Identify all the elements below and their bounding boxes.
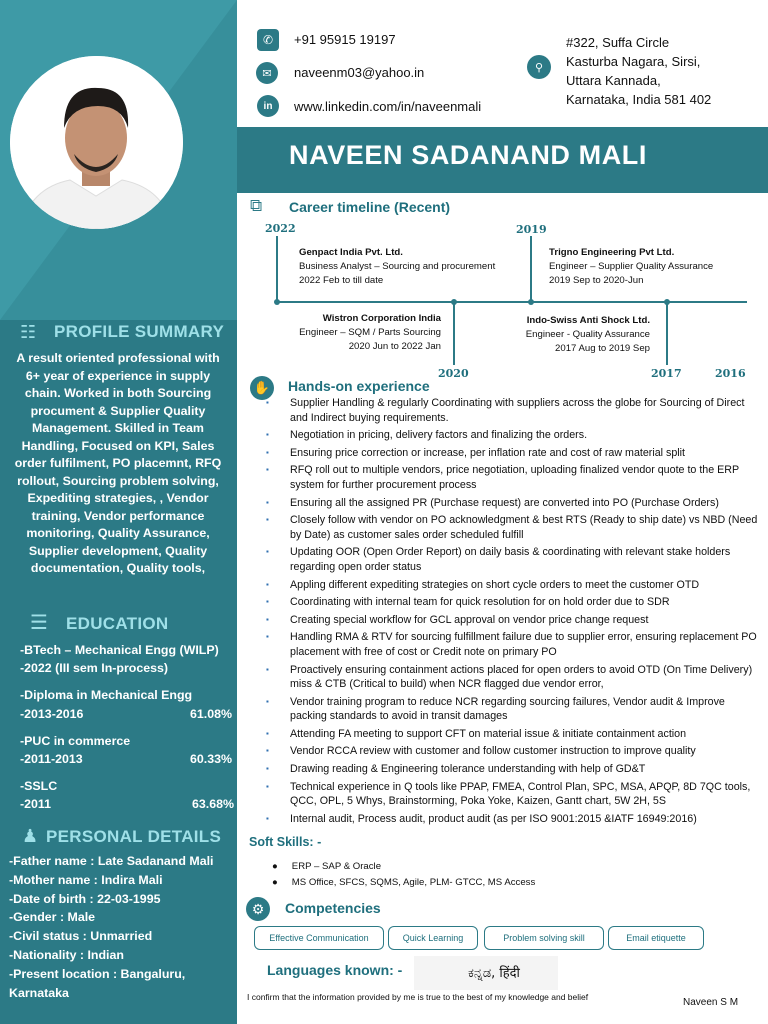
- list-item: ▪ Attending FA meeting to support CFT on material issue & initiate containment action: [262, 727, 762, 742]
- personal-line: -Date of birth : 22-03-1995: [9, 891, 161, 906]
- list-item: ▪ Vendor RCCA review with customer and follow customer instruction to improve quality: [262, 744, 762, 759]
- address-line: Uttara Kannada,: [566, 73, 661, 88]
- list-item: ▪ Appling different expediting strategies on short cycle orders to meet the customer OTD: [262, 578, 762, 593]
- list-item: ▪ Internal audit, Process audit, product audit (as per ISO 9001:2015 &IATF 16949:2016): [262, 812, 762, 827]
- declaration-text: I confirm that the information provided by me is true to the best of my knowledge and belief: [247, 992, 589, 1002]
- soft-skill-item: [272, 859, 535, 875]
- competency-pill: Email etiquette: [608, 926, 704, 950]
- competency-pill: Problem solving skill: [484, 926, 604, 950]
- job-company: Wistron Corporation India: [322, 313, 441, 324]
- handshake-icon: ✋: [250, 376, 274, 400]
- signature: Naveen S M: [683, 997, 739, 1008]
- education-line: -SSLC: [20, 779, 58, 793]
- job-company: Trigno Engineering Pvt Ltd.: [549, 247, 675, 258]
- list-item: ▪ Handling RMA & RTV for sourcing fulfillment failure due to supplier error, ensuring replacement PO placement with free of cost or Credit note on primary PO: [262, 630, 762, 659]
- stairs-icon: ⧉: [250, 196, 263, 215]
- personal-details-title: PERSONAL DETAILS: [46, 827, 222, 846]
- job-role: Engineer – Supplier Quality Assurance: [549, 261, 714, 272]
- timeline-job-genpact: [299, 246, 495, 288]
- soft-skill-item: [272, 875, 535, 891]
- email-address: naveenm03@yahoo.in: [294, 65, 425, 80]
- competency-pill: Effective Communication: [254, 926, 384, 950]
- timeline-year: 2019: [516, 223, 547, 236]
- location-icon: ⚲: [527, 55, 551, 79]
- address-line: #322, Suffa Circle: [566, 35, 670, 50]
- competencies-title: Competencies: [285, 900, 381, 916]
- personal-line: -Present location : Bangaluru,: [9, 966, 186, 981]
- phone-number: +91 95915 19197: [294, 32, 396, 47]
- education-line: -2011: [20, 797, 52, 811]
- education-line: -Diploma in Mechanical Engg: [20, 688, 193, 702]
- education-title: EDUCATION: [66, 614, 169, 633]
- linkedin-icon: in: [257, 95, 279, 117]
- bullet-dot: ●: [272, 861, 278, 872]
- job-role: Engineer – SQM / Parts Sourcing: [299, 327, 441, 338]
- timeline-graphic: [237, 215, 768, 385]
- list-item: ▪ RFQ roll out to multiple vendors, price negotiation, uploading finalized vendor quote to the ERP system for further procurement process: [262, 463, 762, 492]
- candidate-name: NAVEEN SADANAND MALI: [289, 140, 648, 170]
- career-timeline-title: Career timeline (Recent): [289, 199, 451, 215]
- education-score: 61.08%: [190, 707, 233, 721]
- person-icon: ♟: [22, 826, 39, 846]
- personal-details-list: [9, 852, 235, 1002]
- linkedin-url: www.linkedin.com/in/naveenmali: [294, 99, 482, 114]
- timeline-year: 2022: [265, 222, 296, 235]
- languages-title: Languages known: -: [267, 962, 403, 978]
- list-item: ▪ Closely follow with vendor on PO acknowledgment & best RTS (Ready to ship date) vs NBD (Need by Date) as customer sales order scheduled fulfill: [262, 513, 762, 542]
- education-line: -2011-2013: [20, 752, 83, 766]
- education-line: -2022 (III sem In-process): [20, 661, 169, 675]
- soft-skills-list: [272, 859, 535, 890]
- address-line: Karnataka, India 581 402: [566, 92, 712, 107]
- job-role: Business Analyst – Sourcing and procurement: [299, 261, 496, 272]
- languages-value: ಕನ್ನಡ, हिंदी: [468, 966, 520, 981]
- job-company: Genpact India Pvt. Ltd.: [299, 247, 403, 258]
- education-icon: ☰: [30, 612, 48, 634]
- timeline-job-wistron: [281, 312, 441, 354]
- personal-line: -Nationality : Indian: [9, 947, 124, 962]
- education-line: -2013-2016: [20, 707, 84, 721]
- education-line: -BTech – Mechanical Engg (WILP): [20, 643, 219, 657]
- profile-summary-text: A result oriented professional with 6+ year of experience in supply chain. Worked in both Sourcing procument & Supplier Quality Management. Skilled in Team Handling, Focused on KPI, Sales order fulfilment, PO placemnt, RFQ rollout, Sourcing problem solving, Expediting strategies, , Vendor training, Vendor performance monitoring, Quality Assurance, Supplier development, Quality documentation, Quality tools,: [14, 351, 222, 575]
- soft-skills-title: Soft Skills: -: [249, 835, 322, 849]
- job-period: 2022 Feb to till date: [299, 275, 384, 286]
- list-item: ▪ Drawing reading & Engineering tolerance understanding with help of GD&T: [262, 762, 762, 777]
- list-item: ▪ Ensuring all the assigned PR (Purchase request) are converted into PO (Purchase Orders): [262, 496, 762, 511]
- bullet-dot: ●: [272, 876, 278, 888]
- job-role: Engineer - Quality Assurance: [525, 329, 650, 340]
- personal-line: -Father name : Late Sadanand Mali: [9, 854, 214, 868]
- phone-icon: ✆: [257, 29, 279, 51]
- list-item: ▪ Proactively ensuring containment actions placed for open orders to avoid OTD (On Time Delivery) miss & CTB (Critical to build) when NCR flagged due vendor error,: [262, 663, 762, 692]
- address: [566, 33, 711, 109]
- timeline-year: 2016: [715, 367, 746, 380]
- list-item: ▪ Supplier Handling & regularly Coordinating with suppliers across the globe for Sourcing of Direct and Indirect buying requirements.: [262, 396, 762, 425]
- gear-icon: ⚙: [246, 897, 270, 921]
- list-item: ▪ Updating OOR (Open Order Report) on daily basis & coordinating with relevant stake holders regarding open order status: [262, 545, 762, 574]
- list-item: ▪ Technical experience in Q tools like PPAP, FMEA, Control Plan, SPC, MSA, APQP, 8D 7QC tools, QCC, OPL, 5 Whys, Brainstorming, Poka Yoke, Kaizen, Gantt chart, 5W 2H, 5S: [262, 780, 762, 809]
- job-period: 2017 Aug to 2019 Sep: [555, 343, 650, 354]
- personal-line: Karnataka: [9, 985, 69, 1000]
- job-period: 2019 Sep to 2020-Jun: [549, 275, 644, 286]
- profile-icon: ☷: [20, 322, 37, 342]
- experience-list: [262, 396, 762, 829]
- personal-line: -Mother name : Indira Mali: [9, 872, 163, 887]
- timeline-year: 2020: [438, 367, 469, 380]
- list-item: ▪ Negotiation in pricing, delivery factors and finalizing the orders.: [262, 428, 762, 443]
- list-item: ▪ Ensuring price correction or increase, per inflation rate and cost of raw material split: [262, 446, 762, 461]
- education-line: -PUC in commerce: [20, 734, 131, 748]
- soft-skill-text: ERP – SAP & Oracle: [291, 861, 382, 872]
- personal-line: -Civil status : Unmarried: [9, 929, 153, 944]
- list-item: ▪ Creating special workflow for GCL approval on vendor price change request: [262, 613, 762, 628]
- education-score: 60.33%: [190, 752, 233, 766]
- address-line: Kasturba Nagara, Sirsi,: [566, 54, 701, 69]
- list-item: ▪ Vendor training program to reduce NCR regarding sourcing failures, Vendor audit & Improve packing standards to avoid in transit damages: [262, 695, 762, 724]
- competency-pill: Quick Learning: [388, 926, 478, 950]
- personal-line: -Gender : Male: [9, 910, 96, 925]
- hands-on-experience-title: Hands-on experience: [288, 378, 430, 394]
- profile-summary-title: PROFILE SUMMARY: [54, 322, 225, 341]
- job-company: Indo-Swiss Anti Shock Ltd.: [526, 315, 650, 326]
- education-score: 63.68%: [192, 797, 235, 811]
- timeline-job-trigno: [549, 246, 713, 288]
- soft-skill-text: MS Office, SFCS, SQMS, Agile, PLM- GTCC, MS Access: [291, 876, 536, 888]
- mail-icon: ✉: [256, 62, 278, 84]
- job-period: 2020 Jun to 2022 Jan: [348, 341, 441, 352]
- profile-photo: [10, 56, 183, 229]
- list-item: ▪ Coordinating with internal team for quick resolution for on hold order due to SDR: [262, 595, 762, 610]
- timeline-year: 2017: [651, 367, 682, 380]
- timeline-job-indoswiss: [490, 314, 650, 356]
